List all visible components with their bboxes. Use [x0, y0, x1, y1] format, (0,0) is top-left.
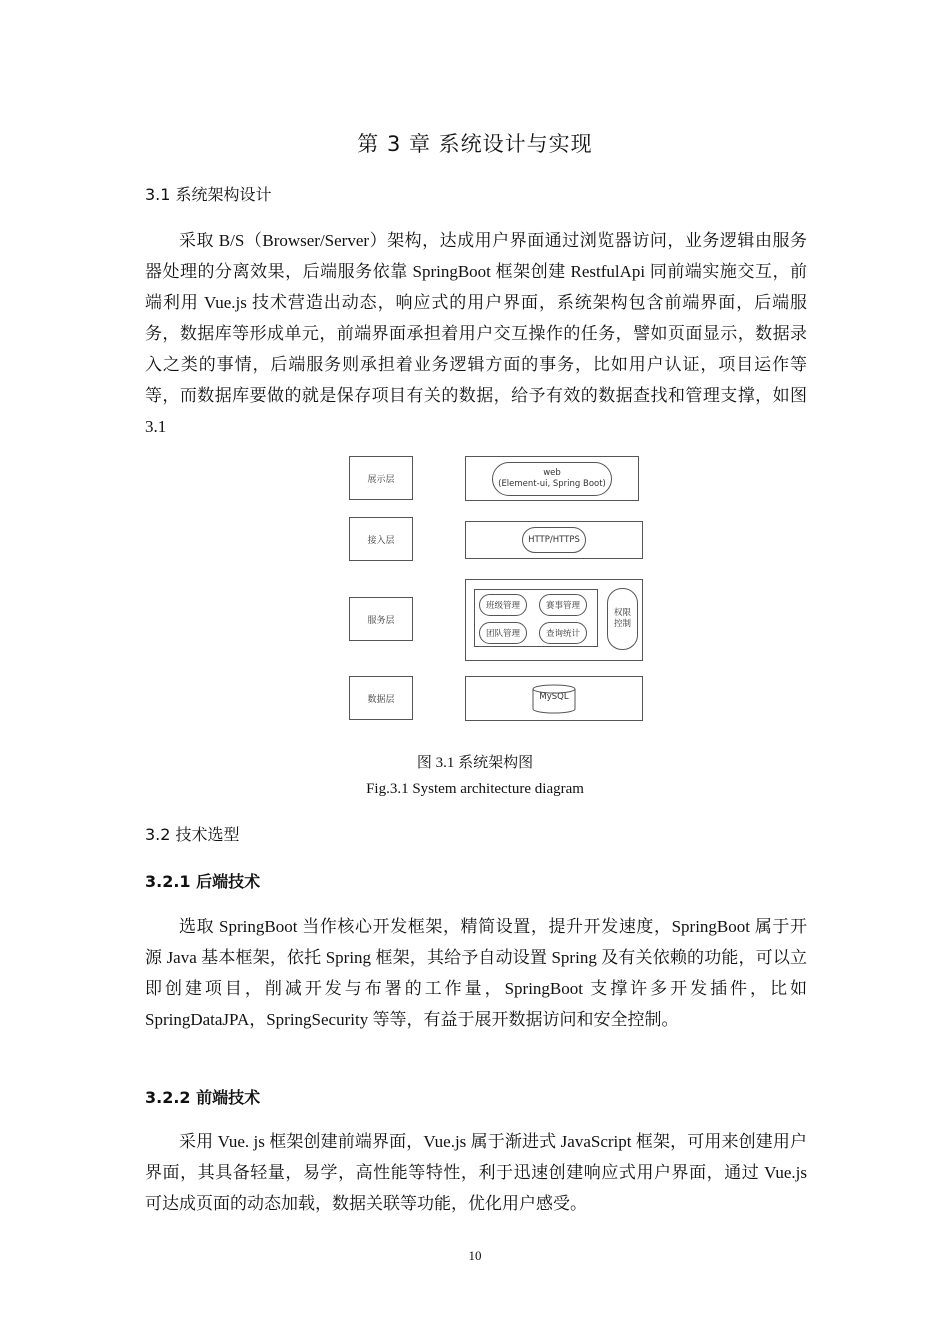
layer-label-data: 数据层 [349, 676, 413, 720]
figure-caption-en: Fig.3.1 System architecture diagram [366, 781, 584, 797]
paragraph-architecture: 采取 B/S（Browser/Server）架构，达成用户界面通过浏览器访问，业务逻辑由服务器处理的分离效果，后端服务依靠 SpringBoot 框架创建 RestfulApi 同前端实施交互，前端利用 Vue.js 技术营造出动态，响应式的用户界面，系统架构包含前端界面，后端服务，数据库等形成单元，前端界面承担着用户交互操作的任务，譬如页面显示，数据录入之类的事情，后端服务则承担着业务逻辑方面的事务，比如用户认证，项目运作等等，而数据库要做的就是保存项目有关的数据，给予有效的数据查找和管理支撑，如图 3.1 [145, 231, 807, 436]
section-heading-3-2: 3.2 技术选型 [145, 825, 240, 844]
module-query-statistics: 查询统计 [539, 622, 587, 644]
web-node-subtitle: (Element-ui, Spring Boot) [498, 478, 606, 489]
chapter-title: 第 3 章 系统设计与实现 [357, 132, 593, 156]
modules-group [474, 589, 598, 647]
presentation-layer-box [465, 456, 639, 501]
module-class-management: 班级管理 [479, 594, 527, 616]
paragraph-backend: 选取 SpringBoot 当作核心开发框架，精简设置，提升开发速度，SpringBoot 属于开源 Java 基本框架，依托 Spring 框架，其给予自动设置 Spring 及有关依赖的功能，可以立即创建项目，削减开发与布署的工作量，SpringBoot 支撑许多开发插件，比如 SpringDataJPA，SpringSecurity 等等，有益于展开数据访问和安全控制。 [145, 917, 807, 1029]
data-layer-box [465, 676, 643, 721]
layer-label-access: 接入层 [349, 517, 413, 561]
module-event-management: 赛事管理 [539, 594, 587, 616]
section-heading-3-2-1: 3.2.1 后端技术 [145, 872, 261, 891]
protocol-node: HTTP/HTTPS [522, 527, 586, 553]
section-heading-3-1: 3.1 系统架构设计 [145, 185, 272, 204]
layer-label-presentation: 展示层 [349, 456, 413, 500]
layer-label-service: 服务层 [349, 597, 413, 641]
permission-line-1: 权限 [613, 608, 631, 618]
section-heading-3-2-2: 3.2.2 前端技术 [145, 1088, 261, 1107]
page-number: 10 [468, 1248, 482, 1263]
database-label: MySQL [539, 691, 569, 702]
figure-caption-cn: 图 3.1 系统架构图 [416, 755, 534, 771]
permission-control-node [607, 588, 638, 650]
permission-line-2: 控制 [613, 619, 631, 629]
module-team-management: 团队管理 [479, 622, 527, 644]
paragraph-frontend: 采用 Vue. js 框架创建前端界面，Vue.js 属于渐进式 JavaScript 框架，可用来创建用户界面，其具备轻量，易学，高性能等特性，利于迅速创建响应式用户界面，通过 Vue.js 可达成页面的动态加载，数据关联等功能，优化用户感受。 [145, 1132, 807, 1213]
database-cylinder-icon [532, 684, 576, 714]
service-layer-box [465, 579, 643, 661]
web-node [492, 462, 612, 496]
architecture-diagram [340, 450, 660, 730]
web-node-title: web [543, 467, 561, 478]
access-layer-box [465, 521, 643, 559]
